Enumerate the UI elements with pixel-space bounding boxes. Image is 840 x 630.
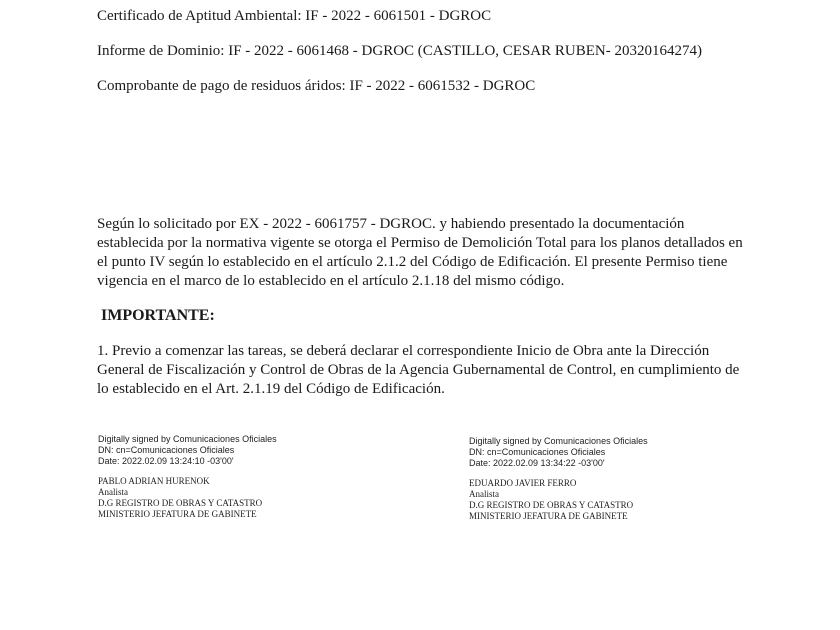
paragraph-line: lo establecido en el Art. 2.1.19 del Código de Edificación. [97, 381, 445, 397]
paragraph-line: establecida por la normativa vigente se otorga el Permiso de Demolición Total para los planos detallados en [97, 235, 743, 251]
important-heading: IMPORTANTE: [101, 307, 215, 324]
signer-role: Analista [469, 489, 499, 499]
signature-block-left [98, 434, 398, 520]
digital-dn: DN: cn=Comunicaciones Oficiales [469, 447, 606, 457]
signer-ministry: MINISTERIO JEFATURA DE GABINETE [469, 511, 628, 521]
signer-ministry: MINISTERIO JEFATURA DE GABINETE [98, 509, 257, 519]
paragraph-line: General de Fiscalización y Control de Obras de la Agencia Gubernamental de Control, en cumplimiento de [97, 362, 740, 378]
reference-line-informe-dominio: Informe de Dominio: IF - 2022 - 6061468 - DGROC (CASTILLO, CESAR RUBEN- 20320164274) [97, 43, 702, 59]
signer-name: EDUARDO JAVIER FERRO [469, 478, 577, 488]
digital-signature-stamp [98, 434, 398, 467]
signer-details [469, 478, 769, 522]
reference-line-aptitud-ambiental: Certificado de Aptitud Ambiental: IF - 2022 - 6061501 - DGROC [97, 8, 492, 24]
reference-line-comprobante-pago: Comprobante de pago de residuos áridos: IF - 2022 - 6061532 - DGROC [97, 78, 536, 94]
digital-date: Date: 2022.02.09 13:24:10 -03'00' [98, 456, 234, 466]
important-note-paragraph [97, 342, 819, 399]
permit-paragraph [97, 215, 819, 291]
paragraph-line: Según lo solicitado por EX - 2022 - 6061757 - DGROC. y habiendo presentado la documentación [97, 216, 685, 232]
signer-office: D.G REGISTRO DE OBRAS Y CATASTRO [469, 500, 634, 510]
digital-dn: DN: cn=Comunicaciones Oficiales [98, 445, 235, 455]
signer-office: D.G REGISTRO DE OBRAS Y CATASTRO [98, 498, 263, 508]
digital-signature-stamp [469, 436, 769, 469]
paragraph-line: vigencia en el marco de lo establecido en el artículo 2.1.18 del mismo código. [97, 273, 565, 289]
paragraph-line: 1. Previo a comenzar las tareas, se deberá declarar el correspondiente Inicio de Obra ante la Dirección [97, 343, 710, 359]
digital-date: Date: 2022.02.09 13:34:22 -03'00' [469, 458, 605, 468]
paragraph-line: el punto IV según lo establecido en el artículo 2.1.2 del Código de Edificación. El presente Permiso tiene [97, 254, 728, 270]
signature-block-right [469, 436, 769, 522]
signer-role: Analista [98, 487, 128, 497]
signer-details [98, 476, 398, 520]
digital-signed-by: Digitally signed by Comunicaciones Oficiales [469, 436, 648, 446]
signer-name: PABLO ADRIAN HURENOK [98, 476, 210, 486]
digital-signed-by: Digitally signed by Comunicaciones Oficiales [98, 434, 277, 444]
